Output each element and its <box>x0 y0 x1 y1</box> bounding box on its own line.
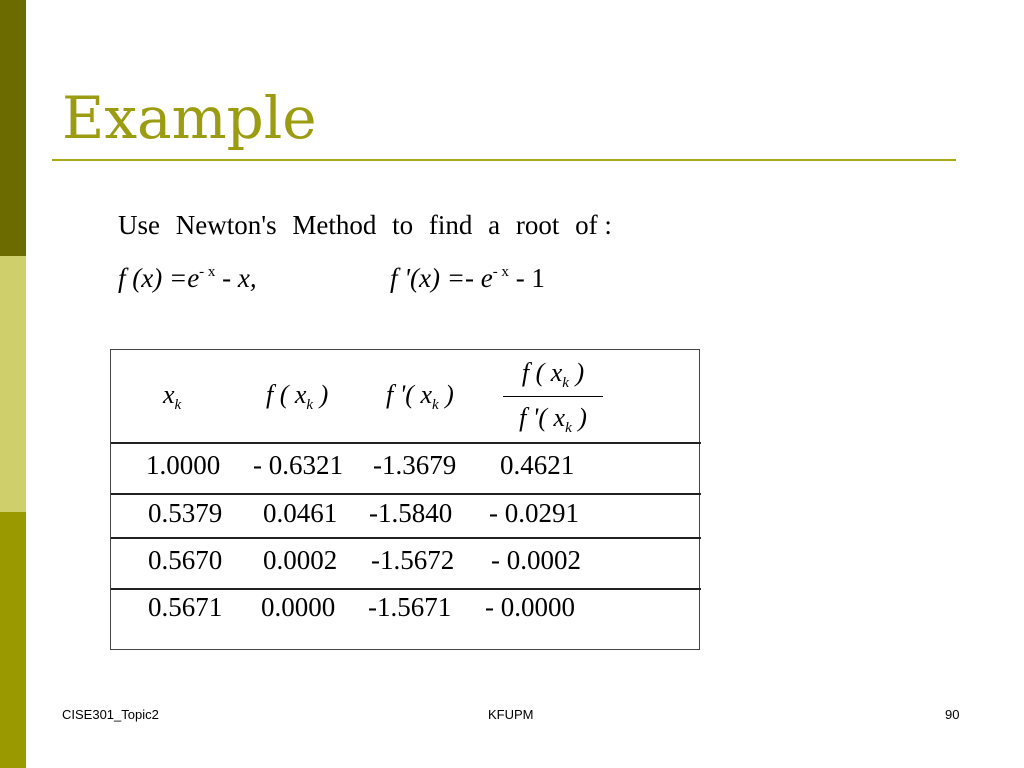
intro-word: of : <box>575 210 612 240</box>
derivative-formula <box>390 263 545 294</box>
table-row-divider <box>111 537 701 539</box>
table-cell: - 0.0002 <box>491 545 581 575</box>
header-fprime-xk: f '( $x_k$ ) <box>386 380 454 413</box>
table-cell: - 0.0000 <box>485 592 575 622</box>
intro-word: Newton's <box>175 210 277 240</box>
formula-fp-exponent: - x <box>492 264 509 280</box>
header-xk: $x_k$ <box>163 380 182 413</box>
fraction-bar <box>503 396 603 397</box>
sidebar-decoration <box>0 0 26 768</box>
sidebar-segment-olive <box>0 512 26 768</box>
header-ratio-fraction <box>503 358 603 437</box>
slide-title: Example <box>62 84 317 152</box>
formula-f-lhs: f (x) =e <box>118 263 200 293</box>
formula-fp-rhs: - 1 <box>508 263 545 293</box>
table-cell: -1.5840 <box>369 498 453 528</box>
intro-word: to <box>392 210 414 240</box>
intro-word: find <box>428 210 473 240</box>
table-row-divider <box>111 493 701 495</box>
function-formula <box>118 263 257 294</box>
table-cell: 0.5670 <box>148 545 223 575</box>
table-cell: 0.0461 <box>263 498 338 528</box>
sidebar-segment-light <box>0 256 26 512</box>
table-cell: -1.3679 <box>373 450 457 480</box>
table-cell: 1.0000 <box>146 450 221 480</box>
table-row-divider <box>111 442 701 444</box>
table-cell: 0.4621 <box>500 450 575 480</box>
iteration-table <box>110 349 700 650</box>
table-cell: - 0.0291 <box>489 498 579 528</box>
formula-f-exponent: - x <box>199 264 216 280</box>
intro-word: Method <box>292 210 377 240</box>
sidebar-segment-dark <box>0 0 26 256</box>
title-divider <box>52 159 956 161</box>
fraction-numerator: f ( $x_k$ ) <box>521 358 585 391</box>
table-cell: 0.5671 <box>148 592 223 622</box>
intro-word: Use <box>118 210 160 240</box>
footer-institution: KFUPM <box>488 707 534 722</box>
footer-page-number: 90 <box>945 707 960 722</box>
table-cell: -1.5671 <box>368 592 452 622</box>
fraction-denominator: f '( $x_k$ ) <box>519 403 587 436</box>
table-cell: -1.5672 <box>371 545 455 575</box>
table-cell: 0.0002 <box>263 545 338 575</box>
table-cell: 0.5379 <box>148 498 223 528</box>
footer-course: CISE301_Topic2 <box>62 707 159 722</box>
intro-text <box>118 210 621 241</box>
table-cell: - 0.6321 <box>253 450 343 480</box>
formula-f-rhs: - x, <box>215 263 257 293</box>
table-row-divider <box>111 588 701 590</box>
intro-word: a <box>488 210 501 240</box>
formula-fp-lhs: f '(x) =- e <box>390 263 493 293</box>
header-fxk: f ( $x_k$ ) <box>266 380 329 413</box>
table-cell: 0.0000 <box>261 592 336 622</box>
intro-word: root <box>515 210 560 240</box>
